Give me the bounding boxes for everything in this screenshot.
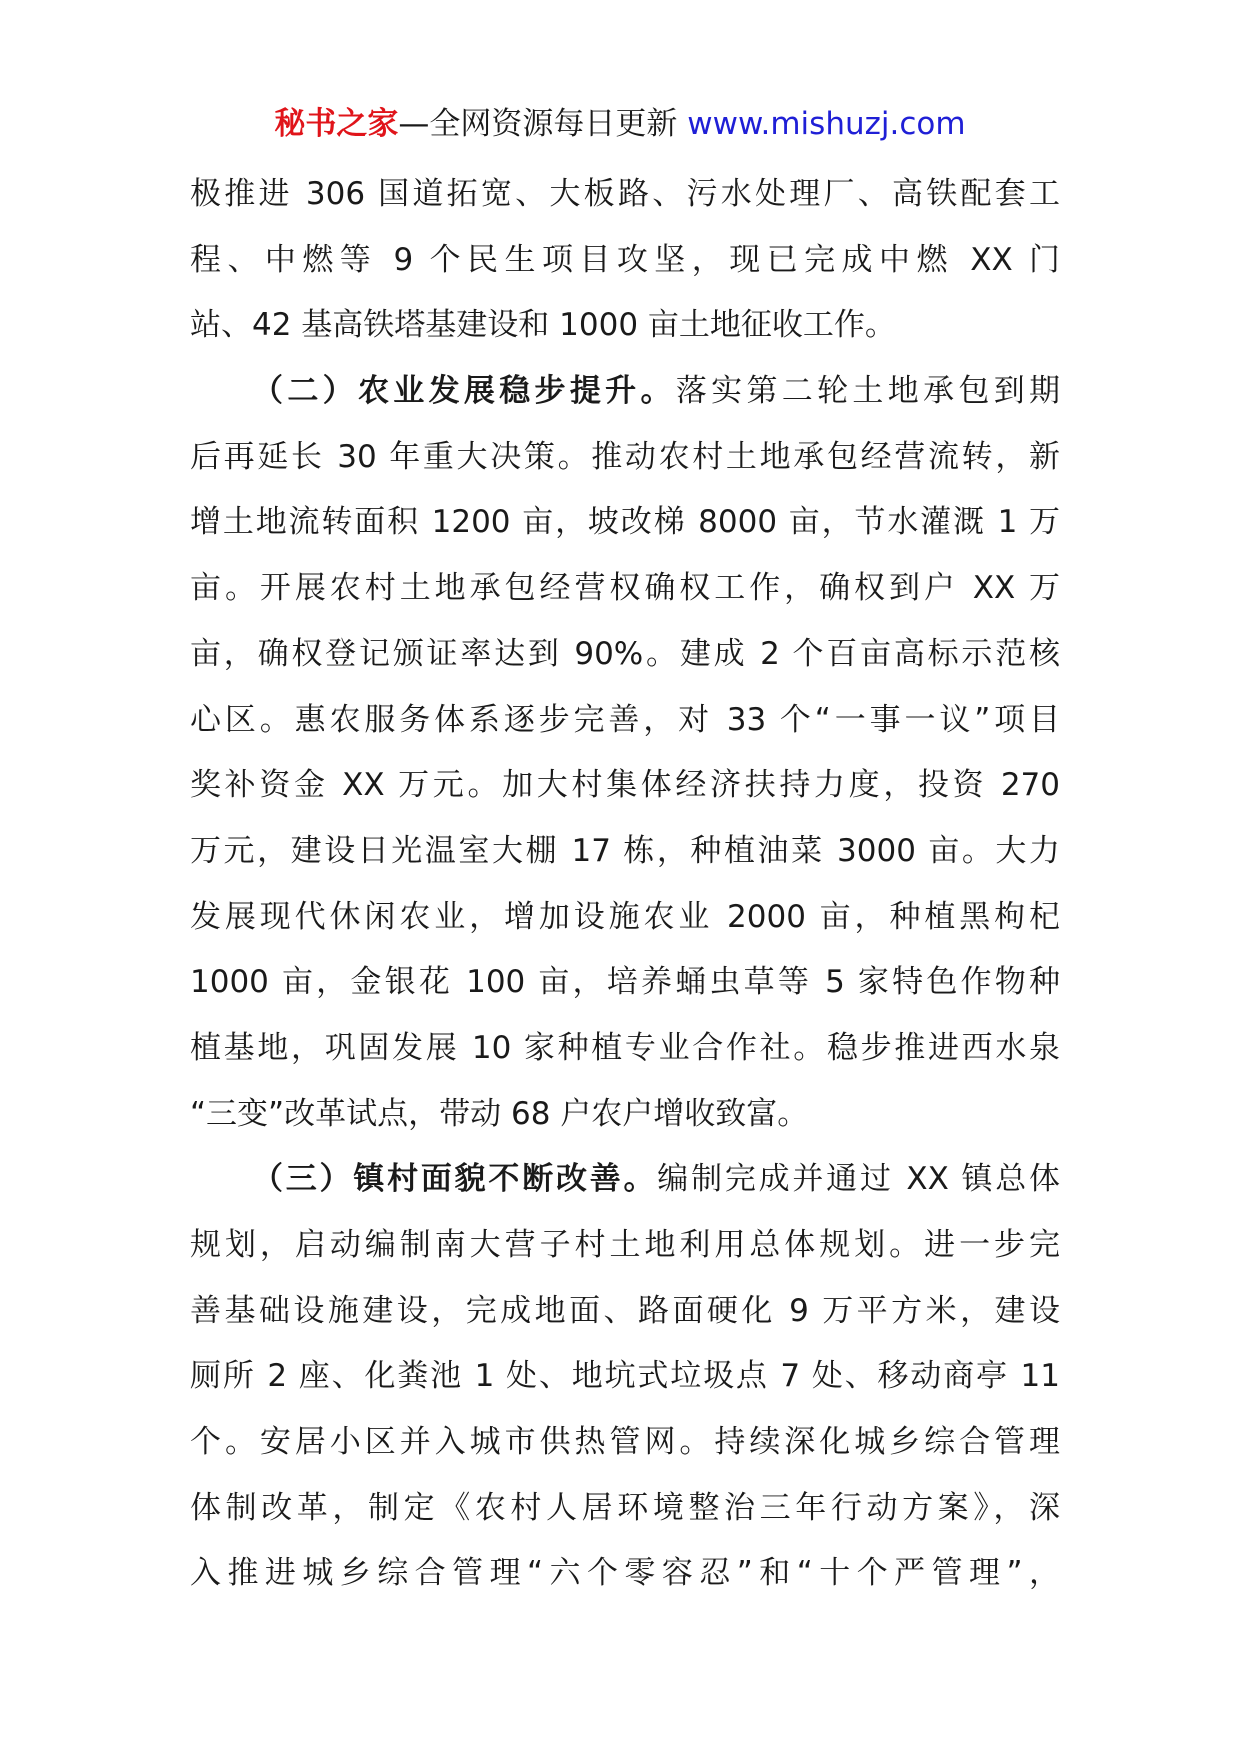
line-text: 发展现代休闲农业，增加设施农业 2000 亩，种植黑枸杞 (190, 898, 1060, 935)
line-text: 1000 亩，金银花 100 亩，培养蛹虫草等 5 家特色作物种 (190, 964, 1060, 1001)
line-text: “三变”改革试点，带动 68 户农户增收致富。 (190, 1095, 809, 1132)
text-line (190, 228, 1060, 294)
line-text: 站、42 基高铁塔基建设和 1000 亩土地征收工作。 (190, 307, 896, 344)
text-line (190, 293, 1060, 359)
line-text: 程、中燃等 9 个民生项目攻坚，现已完成中燃 XX 门 (190, 241, 1060, 278)
line-text: 万元，建设日光温室大棚 17 栋，种植油菜 3000 亩。大力 (190, 832, 1060, 869)
text-line (190, 1410, 1060, 1476)
text-line (190, 1213, 1060, 1279)
line-text: 落实第二轮土地承包到期 (675, 373, 1060, 410)
line-text: 厕所 2 座、化粪池 1 处、地坑式垃圾点 7 处、移动商亭 11 (190, 1358, 1060, 1395)
line-text: 植基地，巩固发展 10 家种植专业合作社。稳步推进西水泉 (190, 1029, 1060, 1066)
line-text: 善基础设施建设，完成地面、路面硬化 9 万平方米，建设 (190, 1292, 1060, 1329)
text-line (190, 753, 1060, 819)
section-heading: （三）镇村面貌不断改善。 (252, 1161, 658, 1198)
text-line (190, 162, 1060, 228)
text-line (190, 1082, 1060, 1148)
line-text: 亩。开展农村土地承包经营权确权工作，确权到户 XX 万 (190, 570, 1060, 607)
line-text: 入推进城乡综合管理“六个零容忍”和“十个严管理”， (190, 1555, 1060, 1592)
line-text: 奖补资金 XX 万元。加大村集体经济扶持力度，投资 270 (190, 767, 1060, 804)
text-line (190, 1016, 1060, 1082)
line-text: 极推进 306 国道拓宽、大板路、污水处理厂、高铁配套工 (190, 176, 1060, 212)
text-line (190, 490, 1060, 556)
text-line (190, 425, 1060, 491)
brand-name: 秘书之家 (274, 106, 399, 142)
line-text: 编制完成并通过 XX 镇总体 (657, 1161, 1060, 1198)
line-text: 体制改革，制定《农村人居环境整治三年行动方案》，深 (190, 1489, 1060, 1526)
site-watermark-header (0, 104, 1240, 144)
text-line (190, 819, 1060, 885)
section-heading: （二）农业发展稳步提升。 (252, 373, 676, 410)
text-line (190, 1476, 1060, 1542)
document-body (190, 162, 1060, 1607)
text-line (190, 950, 1060, 1016)
text-line (190, 1344, 1060, 1410)
text-line (190, 556, 1060, 622)
line-text: 个。安居小区并入城市供热管网。持续深化城乡综合管理 (190, 1424, 1060, 1461)
line-text: 规划，启动编制南大营子村土地利用总体规划。进一步完 (190, 1227, 1060, 1263)
text-line (190, 1279, 1060, 1345)
text-line (190, 885, 1060, 951)
text-line (190, 1541, 1060, 1607)
line-text: 增土地流转面积 1200 亩，坡改梯 8000 亩，节水灌溉 1 万 (190, 504, 1060, 541)
section-heading-line (190, 359, 1060, 425)
line-text: 亩，确权登记颁证率达到 90%。建成 2 个百亩高标示范核 (190, 635, 1060, 672)
line-text: 心区。惠农服务体系逐步完善，对 33 个“一事一议”项目 (190, 701, 1060, 738)
section-heading-line (190, 1147, 1060, 1213)
text-line (190, 688, 1060, 754)
header-tagline: —全网资源每日更新 (398, 106, 688, 142)
line-text: 后再延长 30 年重大决策。推动农村土地承包经营流转，新 (190, 438, 1060, 475)
site-url-link[interactable]: www.mishuzj.com (687, 106, 966, 142)
text-line (190, 622, 1060, 688)
